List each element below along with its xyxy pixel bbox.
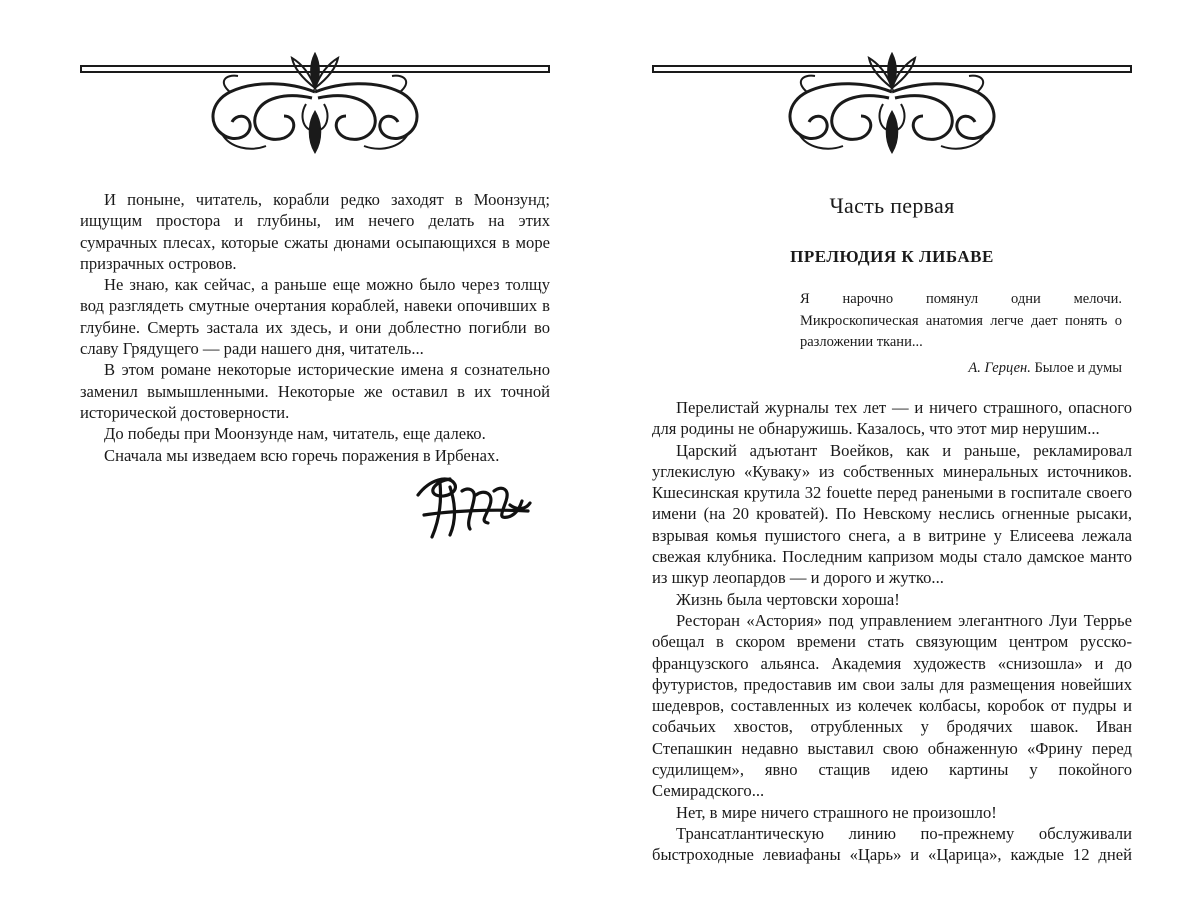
- paragraph: В этом романе некоторые исторические имена я сознательно заменил вымышленными. Некоторые же оставил в их точной исторической достоверности.: [80, 360, 550, 422]
- paragraph: Жизнь была чертовски хороша!: [676, 589, 900, 609]
- paragraph: Перелистай журналы тех лет — и ничего страшного, опасного для родины не обнаружишь. Казалось, что этот мир нерушим...: [652, 398, 1132, 439]
- paragraph: И поныне, читатель, корабли редко заходят в Моонзунд; ищущим простора и глубины, им нечего делать на этих сумрачных плесах, которые сжаты дюнами осыпающихся в море призрачных островов.: [80, 190, 550, 273]
- right-page: [600, 0, 1200, 924]
- right-page-text: [652, 397, 1132, 866]
- paragraph: Трансатлантическую линию по-прежнему обслуживали быстроходные левиафаны «Царь» и «Царица», каждые 12 дней: [652, 823, 1132, 865]
- left-page-text: [80, 189, 550, 466]
- epigraph-author: А. Герцен.: [968, 359, 1031, 376]
- paragraph: До победы при Моонзунде нам, читатель, еще далеко.: [104, 424, 486, 444]
- epigraph-source: [800, 358, 1122, 380]
- epigraph-text: Я нарочно помянул одни мелочи. Микроскопическая анатомия легче дает понять о разложении ткани...: [800, 291, 1122, 350]
- ornament-headpiece-right: [652, 52, 1132, 162]
- ornament-headpiece-left: [80, 52, 550, 162]
- author-signature: [410, 465, 535, 550]
- epigraph-work: Былое и думы: [1034, 359, 1122, 376]
- part-title: Часть первая: [829, 193, 955, 218]
- chapter-title: ПРЕЛЮДИЯ К ЛИБАВЕ: [790, 247, 994, 266]
- epigraph: [800, 289, 1122, 379]
- paragraph: Сначала мы изведаем всю горечь поражения в Ирбенах.: [104, 445, 500, 465]
- paragraph: Царский адъютант Воейков, как и раньше, рекламировал углекислую «Куваку» из собственных минеральных источников. Кшесинская крутила 32 fouette перед ранеными в госпитале своего имени (на 20 кроватей). По Невскому неслись огненные рысаки, взрывая комья пушистого снега, а в витрине у Елисеева лежала свежая клубника. Последним капризом моды стало дамское манто из шкур леопардов — и дорого и жутко...: [652, 440, 1132, 588]
- paragraph: Не знаю, как сейчас, а раньше еще можно было через толщу вод разглядеть смутные очертания кораблей, навеки опочивших в глубине. Смерть застала их здесь, и они доблестно погибли во славу Грядущего — ради нашего дня, читатель...: [80, 275, 550, 359]
- paragraph: Нет, в мире ничего страшного не произошло!: [676, 802, 997, 822]
- paragraph: Ресторан «Астория» под управлением элегантного Луи Террье обещал в скором времени стать связующим центром русско-французского альянса. Академия художеств «снизошла» и до футуристов, предоставив им свои залы для размещения новейших шедевров, составленных из колечек колбасы, коробок от пудры и собачьих хвостов, отрубленных у бродячих шавок. Иван Степашкин недавно выставил свою обнаженную «Фрину перед судилищем», явно стащив идею картины у покойного Семирадского...: [652, 610, 1132, 801]
